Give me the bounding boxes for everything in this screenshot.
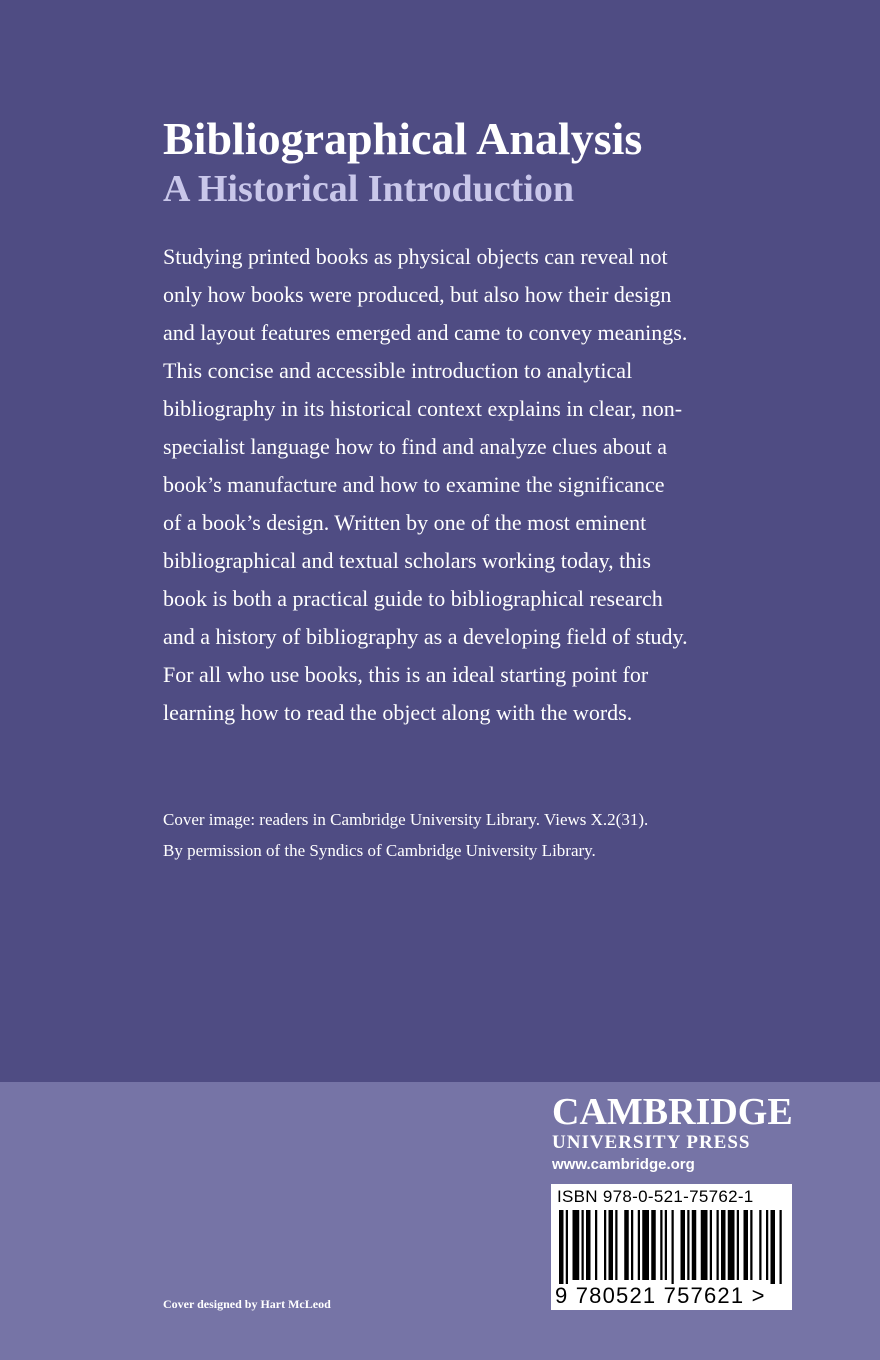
blurb-line: and a history of bibliography as a developing field of study. bbox=[163, 624, 688, 649]
barcode-bar bbox=[771, 1210, 776, 1284]
barcode-bar bbox=[681, 1210, 686, 1280]
barcode-bar bbox=[642, 1210, 649, 1280]
blurb-line: For all who use books, this is an ideal starting point for bbox=[163, 662, 649, 687]
barcode-bar bbox=[582, 1210, 584, 1280]
barcode-bar bbox=[717, 1210, 719, 1280]
barcode-bar bbox=[665, 1210, 667, 1280]
barcode-bar bbox=[559, 1210, 564, 1284]
barcode-bar bbox=[750, 1210, 752, 1280]
barcode-bar bbox=[660, 1210, 662, 1280]
barcode-bar bbox=[744, 1210, 749, 1280]
barcode-bar bbox=[638, 1210, 640, 1280]
barcode-bar bbox=[631, 1210, 633, 1280]
barcode-bars bbox=[559, 1210, 784, 1284]
blurb-line: Studying printed books as physical objects can reveal not bbox=[163, 244, 668, 269]
publisher-url: www.cambridge.org bbox=[552, 1156, 695, 1173]
barcode-bar bbox=[604, 1210, 606, 1280]
barcode-bar bbox=[701, 1210, 708, 1280]
barcode-bar bbox=[651, 1210, 656, 1280]
barcode-bar bbox=[728, 1210, 735, 1280]
blurb-line: only how books were produced, but also how their design bbox=[163, 282, 672, 307]
blurb-line: bibliography in its historical context explains in clear, non- bbox=[163, 396, 683, 421]
credit-line: By permission of the Syndics of Cambridge University Library. bbox=[163, 841, 596, 860]
barcode-bar bbox=[710, 1210, 712, 1280]
cover-image-credit bbox=[163, 804, 763, 866]
blurb-line: specialist language how to find and analyze clues about a bbox=[163, 434, 667, 459]
blurb-line: This concise and accessible introduction to analytical bbox=[163, 358, 633, 383]
publisher-name: CAMBRIDGE bbox=[552, 1091, 793, 1133]
blurb-line: book’s manufacture and how to examine the significance bbox=[163, 472, 665, 497]
barcode-bar bbox=[566, 1210, 568, 1284]
blurb-line: learning how to read the object along with the words. bbox=[163, 700, 633, 725]
barcode-bar bbox=[692, 1210, 697, 1280]
blurb-line: bibliographical and textual scholars working today, this bbox=[163, 548, 651, 573]
blurb-line: of a book’s design. Written by one of the most eminent bbox=[163, 510, 647, 535]
publisher-subtitle: UNIVERSITY PRESS bbox=[552, 1132, 751, 1153]
barcode-bar bbox=[672, 1210, 674, 1284]
blurb-line: book is both a practical guide to bibliographical research bbox=[163, 586, 663, 611]
barcode-bar bbox=[624, 1210, 629, 1280]
barcode-bar bbox=[573, 1210, 580, 1280]
book-subtitle: A Historical Introduction bbox=[163, 168, 574, 210]
blurb-text bbox=[163, 238, 743, 732]
barcode-bar bbox=[687, 1210, 689, 1280]
barcode-bar bbox=[615, 1210, 617, 1280]
book-title: Bibliographical Analysis bbox=[163, 113, 643, 164]
barcode-bar bbox=[721, 1210, 726, 1280]
isbn-digits: 9 780521 757621 > bbox=[555, 1283, 766, 1308]
barcode-bar bbox=[586, 1210, 591, 1280]
designer-credit: Cover designed by Hart McLeod bbox=[163, 1297, 331, 1311]
isbn-barcode bbox=[551, 1184, 792, 1310]
barcode-bar bbox=[766, 1210, 768, 1280]
isbn-label: ISBN 978-0-521-75762-1 bbox=[557, 1187, 754, 1206]
barcode-bar bbox=[595, 1210, 597, 1280]
publisher-logo bbox=[552, 1092, 797, 1176]
blurb-line: and layout features emerged and came to convey meanings. bbox=[163, 320, 688, 345]
barcode-bar bbox=[737, 1210, 739, 1280]
barcode-bar bbox=[609, 1210, 614, 1280]
credit-line: Cover image: readers in Cambridge University Library. Views X.2(31). bbox=[163, 810, 649, 829]
barcode-bar bbox=[780, 1210, 782, 1284]
barcode-bar bbox=[759, 1210, 761, 1280]
